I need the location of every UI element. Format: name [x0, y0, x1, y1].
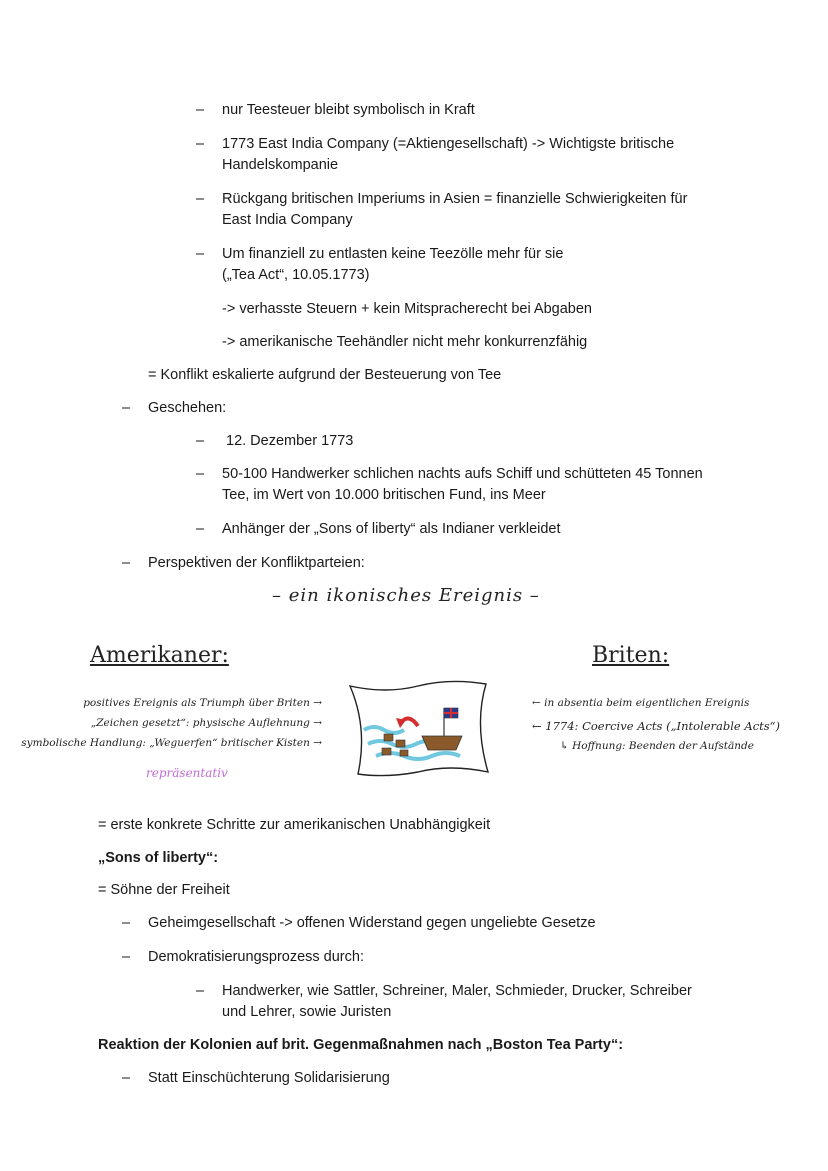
first-steps-summary: = erste konkrete Schritte zur amerikanischen Unabhängigkeit	[98, 817, 491, 833]
list-item-cont: Tee, im Wert von 10.000 britischen Fund, ins Meer	[222, 487, 546, 503]
tea-chest-icon	[382, 748, 391, 755]
briten-point: ← 1774: Coercive Acts („Intolerable Acts“)	[532, 719, 781, 733]
tea-chest-icon	[400, 750, 408, 756]
amerikaner-note: repräsentativ	[146, 766, 228, 780]
list-item: Rückgang britischen Imperiums in Asien = finanzielle Schwierigkeiten für	[222, 191, 688, 207]
bullet-dash: –	[196, 983, 205, 999]
bullet-dash: –	[196, 433, 205, 449]
amerikaner-point: positives Ereignis als Triumph über Briten →	[83, 697, 322, 709]
section-label-geschehen: Geschehen:	[148, 400, 227, 416]
conflict-summary: = Konflikt eskalierte aufgrund der Besteuerung von Tee	[148, 367, 502, 383]
list-item-cont: („Tea Act“, 10.05.1773)	[222, 267, 370, 283]
tea-chest-icon	[396, 740, 405, 747]
heading-reaktion: Reaktion der Kolonien auf brit. Gegenmaßnahmen nach „Boston Tea Party“:	[98, 1037, 624, 1053]
ship-hull-icon	[422, 736, 462, 750]
section-label-perspektiven: Perspektiven der Konfliktparteien:	[148, 555, 365, 571]
arrow-note: -> verhasste Steuern + kein Mitspracherecht bei Abgaben	[222, 301, 592, 317]
list-item: Geheimgesellschaft -> offenen Widerstand gegen ungeliebte Gesetze	[148, 915, 596, 931]
list-item: nur Teesteuer bleibt symbolisch in Kraft	[222, 102, 475, 118]
bullet-dash: –	[122, 949, 131, 965]
tea-chest-icon	[384, 734, 393, 741]
heading-amerikaner: Amerikaner:	[90, 643, 229, 668]
list-item: Statt Einschüchterung Solidarisierung	[148, 1070, 390, 1086]
bullet-dash: –	[122, 400, 131, 416]
bullet-dash: –	[196, 191, 205, 207]
amerikaner-point: symbolische Handlung: „Weguerfen“ britischer Kisten →	[21, 737, 322, 749]
list-item: Anhänger der „Sons of liberty“ als Indianer verkleidet	[222, 521, 561, 537]
list-item: 50-100 Handwerker schlichen nachts aufs Schiff und schütteten 45 Tonnen	[222, 466, 703, 482]
list-item: Demokratisierungsprozess durch:	[148, 949, 364, 965]
list-item-cont: East India Company	[222, 212, 353, 228]
list-item: Um finanziell zu entlasten keine Teezölle mehr für sie	[222, 246, 564, 262]
briten-point: ↳ Hoffnung: Beenden der Aufstände	[560, 740, 754, 752]
handnote-title: – ein ikonisches Ereignis –	[272, 585, 540, 606]
list-item-cont: und Lehrer, sowie Juristen	[222, 1004, 392, 1020]
bullet-dash: –	[122, 1070, 131, 1086]
sons-definition: = Söhne der Freiheit	[98, 882, 230, 898]
arrow-note: -> amerikanische Teehändler nicht mehr konkurrenzfähig	[222, 334, 588, 350]
bullet-dash: –	[196, 466, 205, 482]
briten-point: ← in absentia beim eigentlichen Ereignis	[532, 697, 750, 709]
bullet-dash: –	[122, 555, 131, 571]
list-item: 1773 East India Company (=Aktiengesellschaft) -> Wichtigste britische	[222, 136, 675, 152]
bullet-dash: –	[122, 915, 131, 931]
boston-tea-party-drawing	[346, 678, 492, 778]
bullet-dash: –	[196, 521, 205, 537]
list-item: 12. Dezember 1773	[226, 433, 354, 449]
bullet-dash: –	[196, 136, 205, 152]
heading-briten: Briten:	[592, 643, 670, 668]
bullet-dash: –	[196, 102, 205, 118]
list-item-cont: Handelskompanie	[222, 157, 339, 173]
bullet-dash: –	[196, 246, 205, 262]
list-item: Handwerker, wie Sattler, Schreiner, Maler, Schmieder, Drucker, Schreiber	[222, 983, 692, 999]
heading-sons-of-liberty: „Sons of liberty“:	[98, 850, 219, 866]
amerikaner-point: „Zeichen gesetzt“: physische Auflehnung →	[90, 717, 322, 729]
